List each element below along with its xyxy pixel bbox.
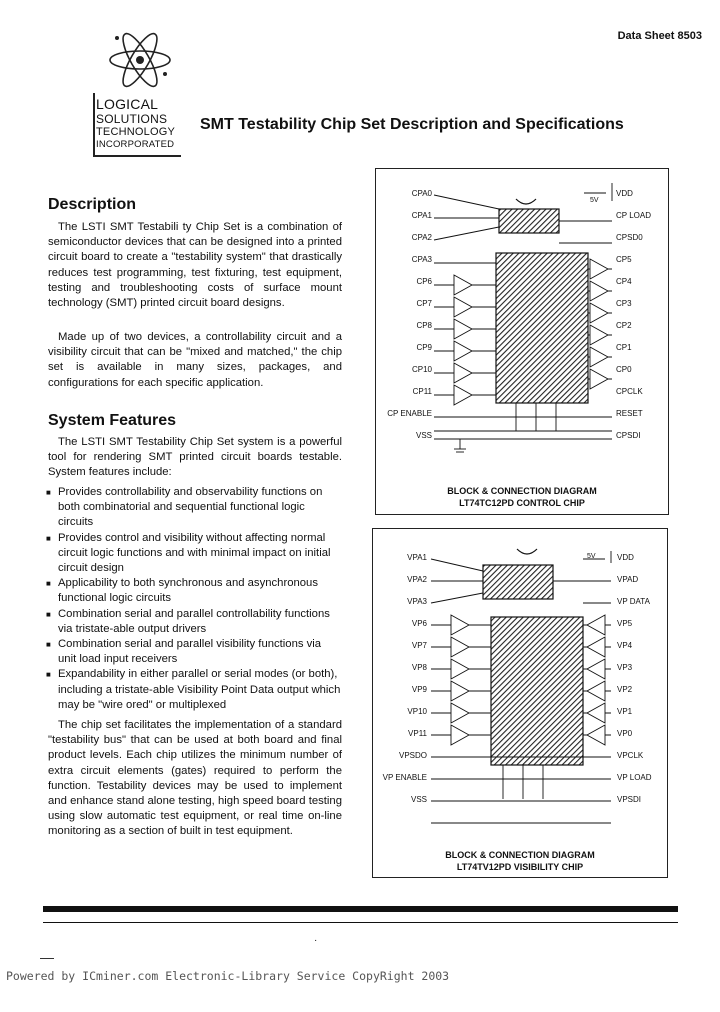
pin-label: CPSDI (616, 431, 641, 440)
pin-label: VP5 (617, 619, 633, 628)
datasheet-number: Data Sheet 8503 (617, 30, 702, 42)
description-heading: Description (48, 196, 137, 213)
pin-label: VPSDO (398, 751, 427, 760)
company-line-1: LOGICAL (96, 96, 159, 112)
list-item: ■ Expandability in either parallel or serial modes (or both), including a tristate-able Visibility Point Data output which may be "wire ored" or multiplexed (46, 667, 342, 713)
footer-credit: Powered by ICminer.com Electronic-Library Service CopyRight 2003 (6, 969, 450, 983)
pin-label: CP5 (616, 255, 632, 264)
pin-label: VSS (410, 795, 427, 804)
pin-label: CP11 (412, 387, 432, 396)
stray-mark: · (314, 935, 318, 946)
address-decoder-block (483, 565, 553, 599)
caption-line-1: BLOCK & CONNECTION DIAGRAM (447, 486, 597, 496)
pin-label: CPA0 (411, 189, 432, 198)
page-dash (40, 958, 54, 959)
system-features-intro: The LSTI SMT Testability Chip Set system is a powerful tool for rendering SMT printed circuit boards testable. System features include: (48, 436, 342, 479)
caption-line-2: LT74TV12PD VISIBILITY CHIP (456, 862, 584, 872)
pin-label: VP DATA (617, 597, 650, 606)
pin-label: VPA3 (407, 597, 427, 606)
pin-label: VP11 (408, 729, 427, 738)
pin-label: VP1 (617, 707, 633, 716)
control-chip-diagram (375, 168, 669, 515)
pin-label: VP LOAD (617, 773, 652, 782)
pin-label: VPA1 (407, 553, 427, 562)
system-features-closing: The chip set facilitates the implementation of a standard "testability bus" that can be used at both board and final product levels. Each chip utilizes the minimum number of extra circuit elements (gates) required to perform the function. Testability devices may be used to implement and enhance stand alone testing, high speed board testing using slow automatic test equipment, or real time on-line monitoring as a section of built in test equipment. (48, 719, 342, 838)
supply-voltage-label: 5V (590, 197, 599, 204)
pin-label: CP4 (616, 277, 632, 286)
company-line-3: TECHNOLOGY (96, 126, 176, 138)
supply-voltage-label: 5V (587, 553, 596, 560)
pin-label: VP8 (411, 663, 427, 672)
logic-core-block (496, 253, 588, 403)
feature-list (46, 485, 342, 713)
pin-label: VP7 (411, 641, 427, 650)
pin-label: VPAD (617, 575, 639, 584)
shift-register-block (499, 209, 559, 233)
pin-label: VPCLK (617, 751, 644, 760)
visibility-left-pins (373, 553, 427, 817)
list-item: ■ Provides control and visibility without affecting normal circuit logic functions and with minimal impact on initial circuit design (46, 531, 342, 577)
pin-label: VSS (415, 431, 432, 440)
bottom-rule-thin (43, 922, 678, 923)
control-diagram-caption (376, 485, 668, 509)
pin-label: CP9 (416, 343, 432, 352)
visibility-chip-diagram (372, 528, 668, 878)
pin-label: CP1 (616, 343, 632, 352)
pin-label: VDD (616, 189, 633, 198)
visibility-right-pins (595, 553, 663, 817)
atom-logo-icon (95, 22, 185, 90)
system-features-heading: System Features (48, 412, 177, 429)
pin-label: VP3 (617, 663, 633, 672)
pin-label: VP9 (411, 685, 427, 694)
pin-label: VP ENABLE (382, 773, 427, 782)
pin-label: VP4 (617, 641, 633, 650)
list-item: ■ Combination serial and parallel visibility functions via unit load input receivers (46, 637, 342, 667)
pin-label: CPA1 (411, 211, 432, 220)
page-title: SMT Testability Chip Set Description and Specifications (200, 116, 624, 133)
description-paragraph-1: The LSTI SMT Testabili ty Chip Set is a combination of semiconductor devices that can be designed into a printed circuit board to create a "testability system" that drastically reduces test programming, test fixturing, test equipment, testing and troubleshooting costs of surface mount technology (SMT) printed circuit board designs. (48, 221, 342, 310)
pin-label: VPSDI (617, 795, 642, 804)
list-item: ■ Provides controllability and observability functions on both combinatorial and sequential functional logic circuits (46, 485, 342, 531)
pin-label: VP6 (411, 619, 427, 628)
caption-line-1: BLOCK & CONNECTION DIAGRAM (445, 850, 595, 860)
pin-label: CP8 (416, 321, 432, 330)
pin-label: CP10 (411, 365, 432, 374)
pin-label: CPA3 (411, 255, 432, 264)
pin-label: RESET (616, 409, 643, 418)
description-paragraph-2: Made up of two devices, a controllability circuit and a visibility circuit that can be "mixed and matched," the chip set is available in many sizes, packages, and configurations for each specific application. (48, 331, 342, 389)
company-line-2: SOLUTIONS (96, 112, 168, 126)
visibility-diagram-caption (373, 849, 667, 873)
bottom-rule-thick (43, 906, 678, 912)
pin-label: CP LOAD (616, 211, 651, 220)
pin-label: CP ENABLE (387, 409, 432, 418)
pin-label: CPA2 (411, 233, 432, 242)
company-name (96, 96, 180, 150)
pin-label: VP10 (407, 707, 427, 716)
visibility-core-block (491, 617, 583, 765)
pin-label: CPCLK (616, 387, 643, 396)
pin-label: CP0 (616, 365, 632, 374)
pin-label: CPSD0 (616, 233, 643, 242)
company-line-4: INCORPORATED (96, 139, 175, 150)
pin-label: CP3 (616, 299, 632, 308)
pin-label: CP6 (416, 277, 432, 286)
pin-label: VP2 (617, 685, 633, 694)
pin-label: VDD (617, 553, 634, 562)
control-left-pins (376, 189, 432, 453)
pin-label: CP7 (416, 299, 432, 308)
pin-label: VP0 (617, 729, 633, 738)
pin-label: VPA2 (407, 575, 427, 584)
caption-line-2: LT74TC12PD CONTROL CHIP (459, 498, 585, 508)
list-item: ■ Combination serial and parallel controllability functions via tristate-able output drivers (46, 607, 342, 637)
list-item: ■ Applicability to both synchronous and asynchronous functional logic circuits (46, 576, 342, 606)
pin-label: CP2 (616, 321, 632, 330)
control-right-pins (594, 189, 654, 453)
